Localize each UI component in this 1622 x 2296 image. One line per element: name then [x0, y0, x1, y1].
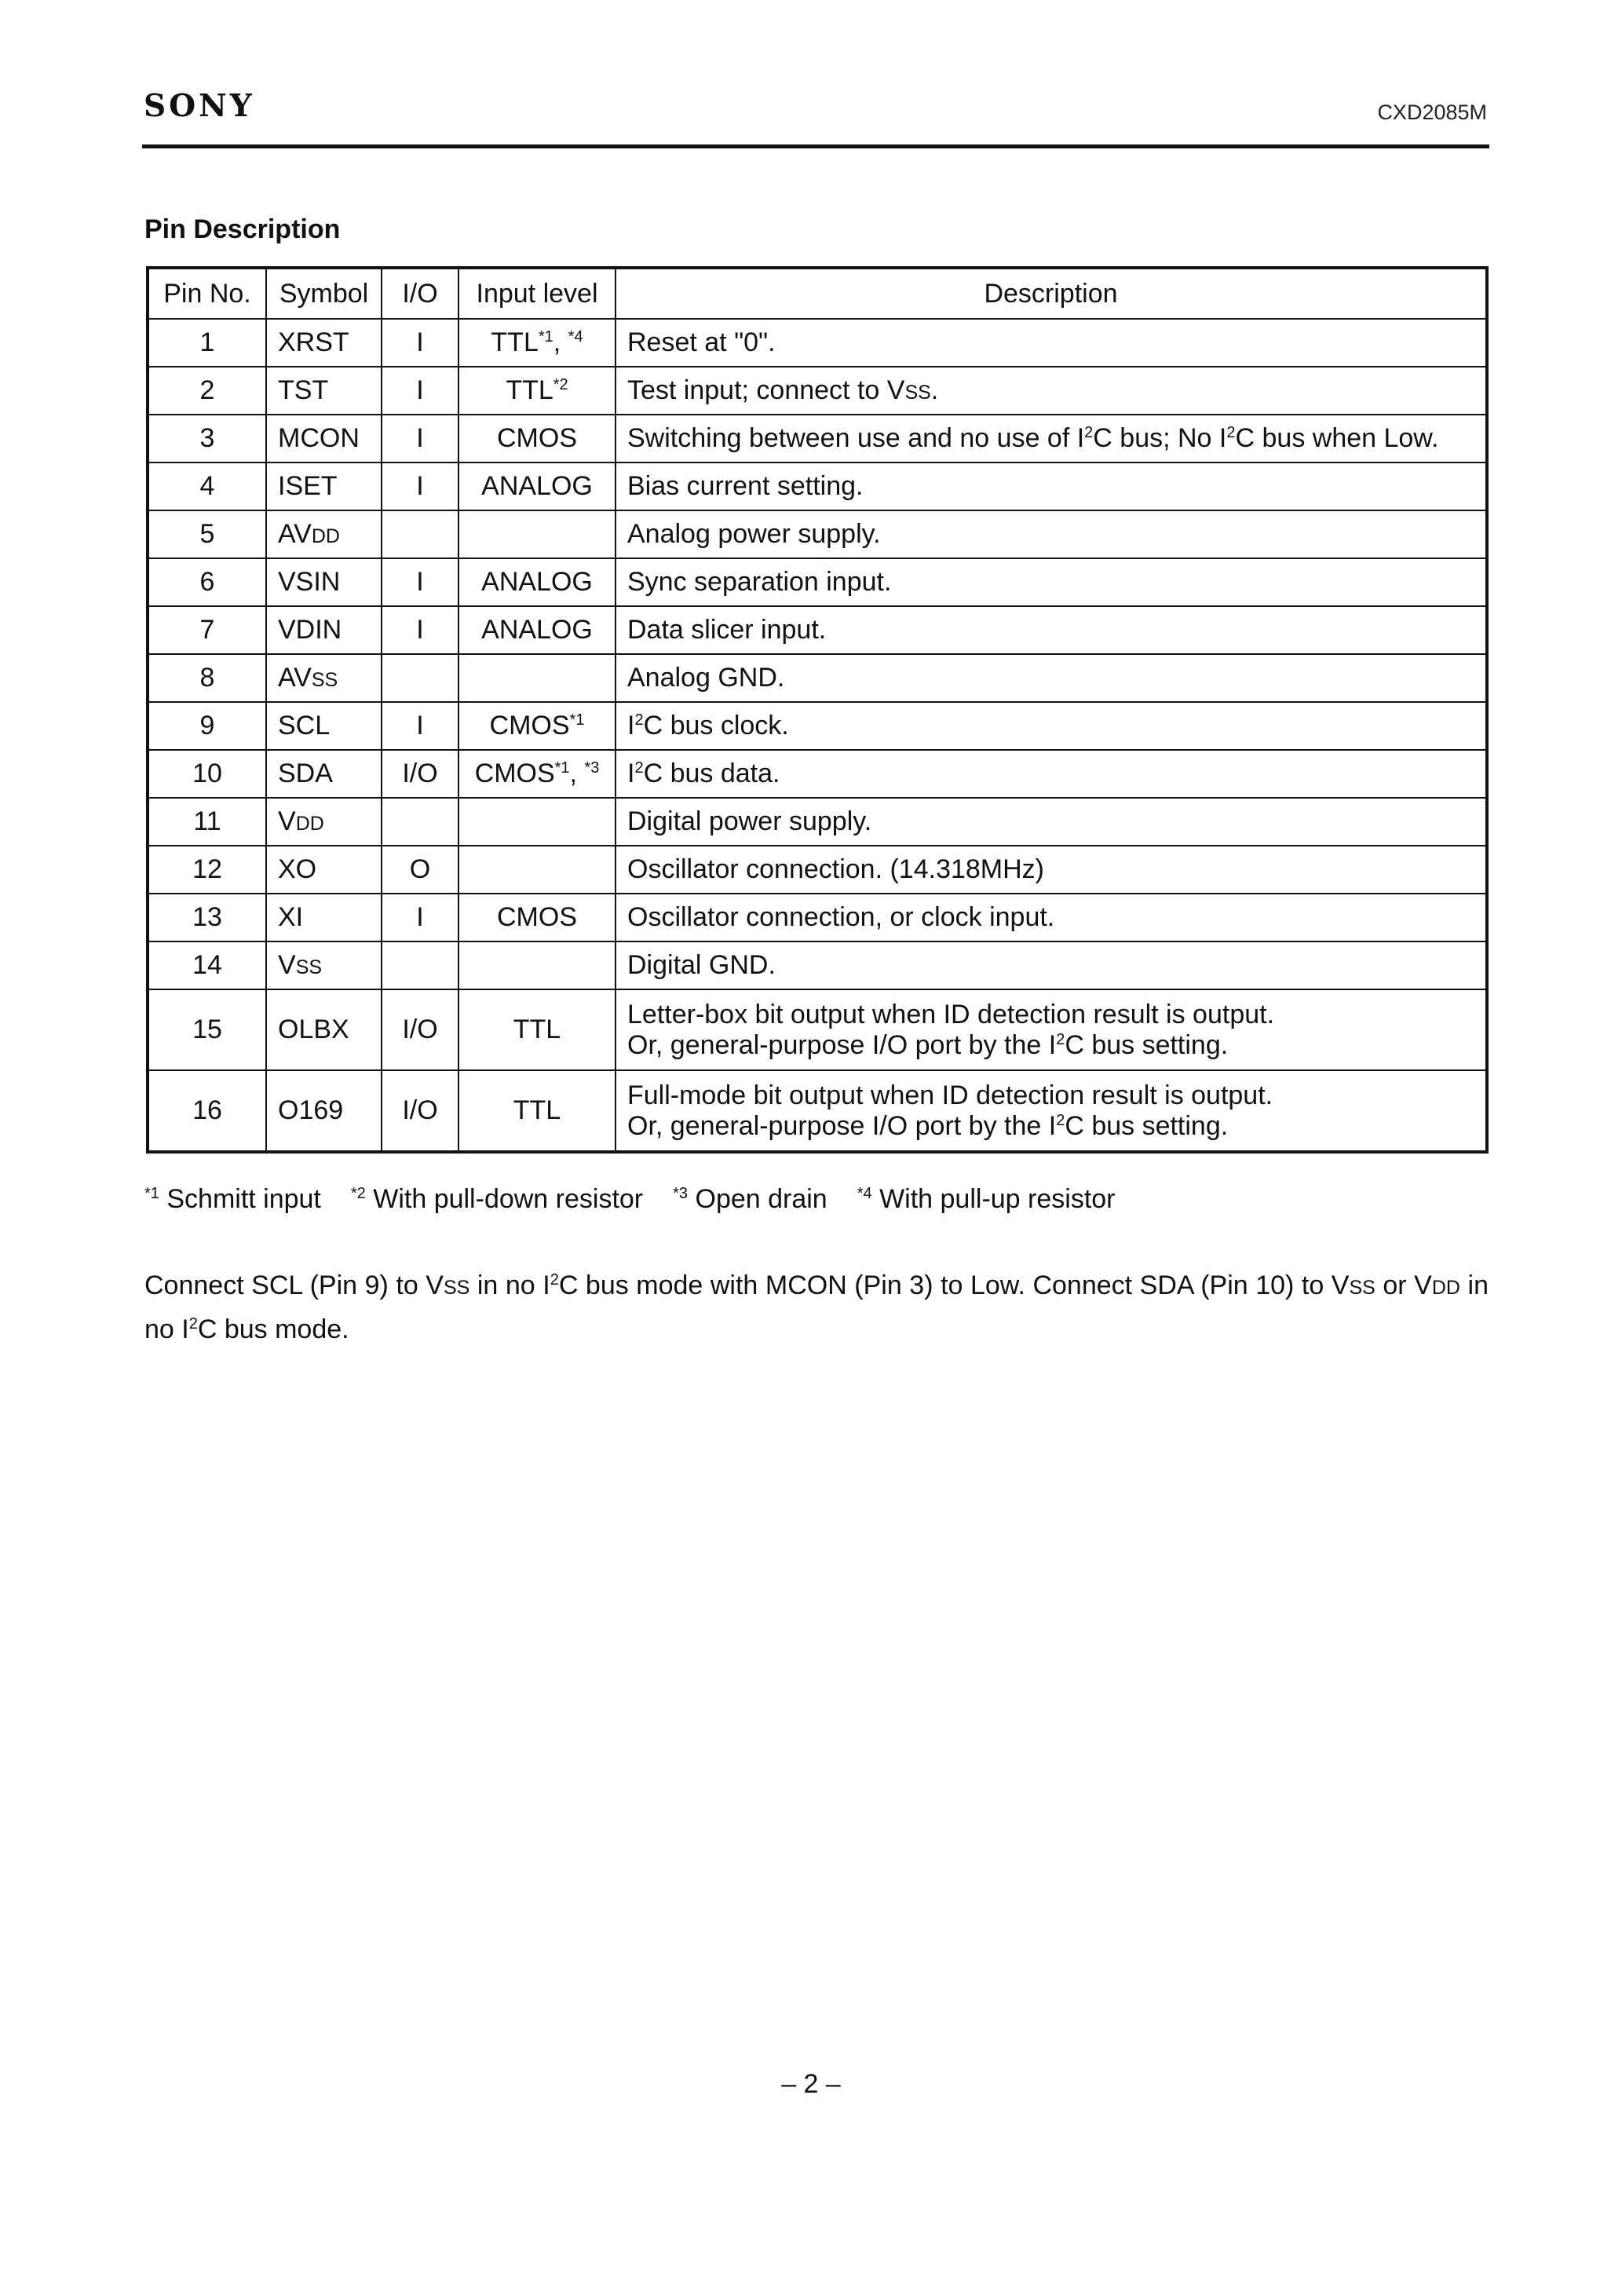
cell-symbol: VSS	[266, 941, 382, 989]
cell-pin-no: 3	[148, 415, 266, 462]
cell-input-level	[458, 510, 616, 558]
cell-io	[382, 654, 458, 702]
cell-pin-no: 5	[148, 510, 266, 558]
cell-input-level: ANALOG	[458, 462, 616, 510]
cell-input-level: TTL$^{*2}$	[458, 367, 616, 415]
cell-symbol: XI	[266, 894, 382, 941]
cell-input-level: ANALOG	[458, 558, 616, 606]
cell-symbol: VSIN	[266, 558, 382, 606]
cell-pin-no: 11	[148, 798, 266, 846]
cell-input-level: ANALOG	[458, 606, 616, 654]
header-input-level: Input level	[458, 268, 616, 319]
cell-symbol: XRST	[266, 319, 382, 367]
footnote: $^{*3}$ Open drain	[673, 1184, 827, 1214]
table-row	[148, 462, 1487, 510]
cell-symbol: SDA	[266, 750, 382, 798]
cell-symbol: SCL	[266, 702, 382, 750]
table-row	[148, 798, 1487, 846]
header-pin-no: Pin No.	[148, 268, 266, 319]
table-row	[148, 750, 1487, 798]
cell-input-level	[458, 846, 616, 894]
usage-note: Connect SCL (Pin 9) to VSS in no $I^2C$ bus mode with MCON (Pin 3) to Low. Connect SDA (Pin 10) to VSS or VDD in no $I^2C$ bus mode.	[144, 1270, 1489, 1344]
table-header-row	[148, 268, 1487, 319]
cell-symbol: OLBX	[266, 989, 382, 1070]
cell-symbol: MCON	[266, 415, 382, 462]
cell-pin-no: 8	[148, 654, 266, 702]
cell-io: I/O	[382, 989, 458, 1070]
cell-description: Digital power supply.	[616, 798, 1487, 846]
cell-symbol: AVSS	[266, 654, 382, 702]
table-row	[148, 1070, 1487, 1152]
footnote: $^{*2}$ With pull-down resistor	[350, 1184, 644, 1214]
cell-input-level	[458, 798, 616, 846]
cell-pin-no: 6	[148, 558, 266, 606]
cell-io: O	[382, 846, 458, 894]
cell-io: I	[382, 894, 458, 941]
cell-pin-no: 14	[148, 941, 266, 989]
table-row	[148, 606, 1487, 654]
cell-io	[382, 798, 458, 846]
page-number: – 2 –	[781, 2069, 841, 2099]
cell-pin-no: 4	[148, 462, 266, 510]
cell-io: I	[382, 606, 458, 654]
table-row	[148, 654, 1487, 702]
footnotes	[144, 1184, 1145, 1215]
cell-io	[382, 941, 458, 989]
cell-symbol: XO	[266, 846, 382, 894]
cell-description: Oscillator connection, or clock input.	[616, 894, 1487, 941]
cell-description: Data slicer input.	[616, 606, 1487, 654]
cell-description: Bias current setting.	[616, 462, 1487, 510]
table-row	[148, 415, 1487, 462]
cell-io: I/O	[382, 1070, 458, 1152]
cell-pin-no: 2	[148, 367, 266, 415]
cell-description: Switching between use and no use of $I^2C$ bus; No $I^2C$ bus when Low.	[616, 415, 1487, 462]
table-row	[148, 846, 1487, 894]
table-row	[148, 510, 1487, 558]
cell-description: $I^2C$ bus data.	[616, 750, 1487, 798]
table-row	[148, 367, 1487, 415]
header-rule	[142, 144, 1489, 148]
table-body	[148, 319, 1487, 1152]
cell-description: Oscillator connection. (14.318MHz)	[616, 846, 1487, 894]
cell-io: I	[382, 558, 458, 606]
cell-pin-no: 9	[148, 702, 266, 750]
cell-input-level: CMOS$^{*1}$, $^{*3}$	[458, 750, 616, 798]
cell-symbol: TST	[266, 367, 382, 415]
cell-pin-no: 15	[148, 989, 266, 1070]
cell-description: $I^2C$ bus clock.	[616, 702, 1487, 750]
table-row	[148, 989, 1487, 1070]
cell-description: Analog GND.	[616, 654, 1487, 702]
cell-description: Full-mode bit output when ID detection result is output. Or, general-purpose I/O port by the $I^2C$ bus setting.	[616, 1070, 1487, 1152]
cell-pin-no: 7	[148, 606, 266, 654]
cell-io	[382, 510, 458, 558]
footnote: $^{*1}$ Schmitt input	[144, 1184, 321, 1214]
cell-pin-no: 10	[148, 750, 266, 798]
table-row	[148, 558, 1487, 606]
cell-input-level: CMOS$^{*1}$	[458, 702, 616, 750]
header-symbol: Symbol	[266, 268, 382, 319]
header-description: Description	[616, 268, 1487, 319]
footnote: $^{*4}$ With pull-up resistor	[857, 1184, 1116, 1214]
header-io: I/O	[382, 268, 458, 319]
cell-io: I	[382, 415, 458, 462]
cell-description: Reset at "0".	[616, 319, 1487, 367]
cell-input-level: CMOS	[458, 415, 616, 462]
cell-description: Analog power supply.	[616, 510, 1487, 558]
sony-logo: SONY	[144, 88, 255, 124]
cell-description: Sync separation input.	[616, 558, 1487, 606]
section-title: Pin Description	[144, 214, 341, 244]
cell-input-level: CMOS	[458, 894, 616, 941]
table-row	[148, 319, 1487, 367]
cell-io: I	[382, 462, 458, 510]
cell-input-level: TTL	[458, 1070, 616, 1152]
cell-input-level	[458, 654, 616, 702]
cell-io: I	[382, 367, 458, 415]
cell-description: Digital GND.	[616, 941, 1487, 989]
cell-input-level: TTL$^{*1}$, $^{*4}$	[458, 319, 616, 367]
part-number: CXD2085M	[1377, 101, 1487, 124]
cell-symbol: AVDD	[266, 510, 382, 558]
cell-pin-no: 1	[148, 319, 266, 367]
cell-io: I/O	[382, 750, 458, 798]
table-row	[148, 894, 1487, 941]
cell-symbol: ISET	[266, 462, 382, 510]
cell-description: Test input; connect to VSS.	[616, 367, 1487, 415]
table-row	[148, 941, 1487, 989]
table-row	[148, 702, 1487, 750]
cell-input-level: TTL	[458, 989, 616, 1070]
cell-io: I	[382, 319, 458, 367]
cell-symbol: O169	[266, 1070, 382, 1152]
pin-description-table	[146, 266, 1489, 1153]
cell-symbol: VDD	[266, 798, 382, 846]
cell-pin-no: 13	[148, 894, 266, 941]
cell-io: I	[382, 702, 458, 750]
cell-description: Letter-box bit output when ID detection result is output. Or, general-purpose I/O port by the $I^2C$ bus setting.	[616, 989, 1487, 1070]
cell-input-level	[458, 941, 616, 989]
cell-pin-no: 16	[148, 1070, 266, 1152]
cell-pin-no: 12	[148, 846, 266, 894]
cell-symbol: VDIN	[266, 606, 382, 654]
